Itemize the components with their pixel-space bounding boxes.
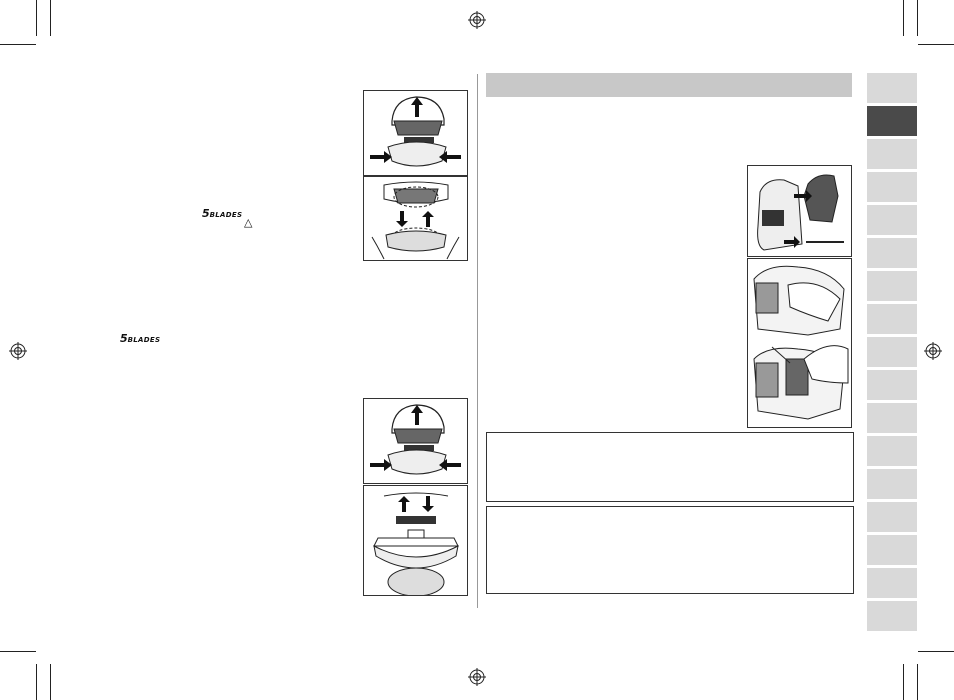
illustration-inner-blade [363,485,468,596]
blades-logo-number: 5 [202,207,210,220]
blades-logo-word: BLADES [127,336,161,344]
crop-mark [903,0,904,36]
side-tab[interactable] [867,403,917,433]
illustration-charger-cleaning-unit [747,165,852,257]
side-tab[interactable] [867,535,917,565]
side-tab[interactable] [867,601,917,631]
side-tab[interactable] [867,436,917,466]
crop-mark [50,664,51,700]
crop-mark [903,664,904,700]
illustration-cleaning-filter [747,258,852,428]
side-tab[interactable] [867,370,917,400]
side-tab[interactable] [867,73,917,103]
blades-logo [120,327,160,346]
registration-mark-icon [9,342,27,360]
registration-mark-icon [924,342,942,360]
crop-mark [0,44,36,45]
illustration-remove-outer-foil-2 [363,398,468,484]
side-tab[interactable] [867,172,917,202]
crop-mark [36,664,37,700]
blades-logo-word: BLADES [209,211,243,219]
side-tab[interactable] [867,568,917,598]
crop-mark [0,651,36,652]
registration-mark-icon [468,668,486,686]
blades-logo [202,202,242,221]
registration-mark-icon [468,11,486,29]
column-divider [477,74,478,608]
illustration-align-outer-foil [363,176,468,261]
side-tab[interactable] [867,304,917,334]
blades-logo-number: 5 [120,332,128,345]
side-tab[interactable] [867,205,917,235]
triangle-symbol: △ [244,216,253,229]
note-box [486,432,854,502]
side-tab[interactable] [867,139,917,169]
side-tab[interactable] [867,502,917,532]
side-tab[interactable] [867,469,917,499]
section-header-bar [486,73,852,97]
crop-mark [50,0,51,36]
crop-mark [918,44,954,45]
crop-mark [917,0,918,36]
crop-mark [36,0,37,36]
illustration-remove-outer-foil [363,90,468,176]
side-tab[interactable] [867,238,917,268]
side-tab[interactable] [867,271,917,301]
crop-mark [917,664,918,700]
note-box [486,506,854,594]
side-tab-active[interactable] [867,106,917,136]
side-tab[interactable] [867,337,917,367]
crop-mark [918,651,954,652]
